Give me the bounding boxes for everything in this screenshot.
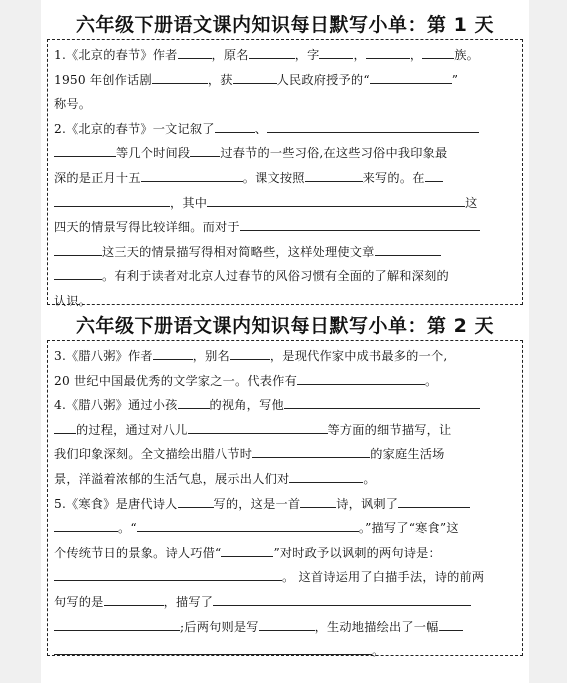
text-segment: 。有利于读者对北京人过春节的风俗习惯有全面的了解和深刻的 xyxy=(102,269,449,284)
text-segment: 深的是正月十五 xyxy=(54,170,141,185)
text-segment: 。“ xyxy=(118,521,137,536)
blank[interactable] xyxy=(425,169,443,182)
blank[interactable] xyxy=(137,519,359,532)
text-segment: 4.《腊八粥》通过小孩 xyxy=(54,398,178,413)
blank[interactable] xyxy=(252,445,370,458)
day1-line-8 xyxy=(54,215,516,240)
blank[interactable] xyxy=(422,46,454,59)
text-segment: 的过程，通过对八儿 xyxy=(76,422,188,437)
day1-title: 六年级下册语文课内知识每日默写小单：第 1 天 xyxy=(76,14,494,36)
day1-line-10 xyxy=(54,264,516,289)
day2-line-12 xyxy=(54,615,516,640)
blank[interactable] xyxy=(249,46,295,59)
day2-line-1 xyxy=(54,344,516,369)
blank[interactable] xyxy=(398,495,470,508)
blank[interactable] xyxy=(188,421,328,434)
day1-line-2 xyxy=(54,68,516,93)
text-segment: 诗，讽刺了 xyxy=(336,496,399,511)
day2-line-13 xyxy=(54,639,516,664)
day1-line-1 xyxy=(54,43,516,68)
text-segment: ，原名 xyxy=(211,48,249,62)
blank[interactable] xyxy=(305,169,363,182)
text-segment: 1950 年创作话剧 xyxy=(54,72,152,87)
day1-line-7 xyxy=(54,191,516,216)
text-segment: 。 这首诗运用了白描手法，诗的前两 xyxy=(282,570,485,585)
blank[interactable] xyxy=(152,71,208,84)
text-segment: 的视角，写他 xyxy=(209,398,284,413)
blank[interactable] xyxy=(54,194,170,207)
text-segment: 我们印象深刻。全文描绘出腊八节时 xyxy=(54,447,253,462)
blank[interactable] xyxy=(240,218,480,231)
blank[interactable] xyxy=(141,169,243,182)
text-segment: ， xyxy=(353,48,366,62)
text-segment: ，生动地描绘出了一幅 xyxy=(314,619,439,634)
text-segment: 个传统节日的景象。诗人巧借“ xyxy=(54,545,222,560)
text-segment: 的家庭生活场 xyxy=(370,447,445,462)
text-segment: ，别名 xyxy=(192,349,230,363)
text-segment: 3.《腊八粥》作者 xyxy=(54,349,153,363)
text-segment: 、 xyxy=(254,121,268,136)
day1-line-5 xyxy=(54,141,516,166)
blank[interactable] xyxy=(300,495,336,508)
text-segment: 。”描写了“寒食”这 xyxy=(358,521,459,536)
blank[interactable] xyxy=(54,243,102,256)
text-segment: ，获 xyxy=(207,72,233,87)
day1-line-4 xyxy=(54,117,516,142)
day2-line-9 xyxy=(54,541,516,566)
blank[interactable] xyxy=(370,71,452,84)
text-segment: ，是现代作家中成书最多的一个, xyxy=(269,349,448,363)
blank[interactable] xyxy=(153,347,193,360)
blank[interactable] xyxy=(190,144,220,157)
text-segment: ，描写了 xyxy=(163,594,214,609)
day1-line-9 xyxy=(54,240,516,265)
blank[interactable] xyxy=(178,396,210,409)
text-segment: 过春节的一些习俗,在这些习俗中我印象最 xyxy=(220,146,448,161)
blank[interactable] xyxy=(54,267,102,280)
text-segment: 等几个时间段 xyxy=(116,146,191,161)
day2-line-2 xyxy=(54,369,516,394)
blank[interactable] xyxy=(215,120,255,133)
blank[interactable] xyxy=(221,544,273,557)
text-segment: 四天的情景写得比较详细。而对于 xyxy=(54,220,240,235)
blank[interactable] xyxy=(319,46,353,59)
text-segment: ，字 xyxy=(294,48,320,62)
text-segment: 这三天的情景描写得相对简略些，这样处理使文章 xyxy=(102,244,375,259)
blank[interactable] xyxy=(178,46,212,59)
text-segment: 5.《寒食》是唐代诗人 xyxy=(54,496,178,511)
day1-line-6 xyxy=(54,166,516,191)
blank[interactable] xyxy=(178,495,214,508)
day1-line-11 xyxy=(54,289,516,314)
blank[interactable] xyxy=(54,642,372,655)
day2-line-6 xyxy=(54,467,516,492)
blank[interactable] xyxy=(213,593,471,606)
text-segment: 景，洋溢着浓郁的生活气息，展示出人们对 xyxy=(54,471,290,486)
worksheet-page xyxy=(41,0,529,683)
text-segment: ” xyxy=(451,72,459,87)
text-segment: 族。 xyxy=(454,48,480,62)
day2-line-3 xyxy=(54,393,516,418)
day1-questions-box xyxy=(47,39,523,308)
text-segment: ;后两句则是写 xyxy=(180,619,259,634)
text-segment: 等方面的细节描写，让 xyxy=(327,422,452,437)
blank[interactable] xyxy=(284,396,480,409)
text-segment: 这 xyxy=(465,195,478,210)
day2-line-11 xyxy=(54,590,516,615)
blank[interactable] xyxy=(375,243,441,256)
blank[interactable] xyxy=(54,568,282,581)
blank[interactable] xyxy=(207,194,465,207)
text-segment: 句写的是 xyxy=(54,594,104,609)
blank[interactable] xyxy=(54,144,116,157)
blank[interactable] xyxy=(289,470,363,483)
text-segment: 。 xyxy=(424,373,438,388)
blank[interactable] xyxy=(230,347,270,360)
day2-line-4 xyxy=(54,418,516,443)
blank[interactable] xyxy=(439,618,463,631)
day2-line-8 xyxy=(54,516,516,541)
blank[interactable] xyxy=(54,519,118,532)
day2-line-10 xyxy=(54,565,516,590)
blank[interactable] xyxy=(259,618,315,631)
text-segment: 认识。 xyxy=(54,293,92,308)
blank[interactable] xyxy=(297,372,425,385)
day2-title: 六年级下册语文课内知识每日默写小单：第 2 天 xyxy=(76,315,494,337)
text-segment: ， xyxy=(409,48,423,62)
text-segment: ，其中 xyxy=(170,195,208,210)
text-segment: 20 世纪中国最优秀的文学家之一。代表作有 xyxy=(54,373,297,388)
text-segment: 称号。 xyxy=(54,97,92,112)
text-segment: 。课文按照 xyxy=(242,170,305,185)
text-segment: 1.《北京的春节》作者 xyxy=(54,48,178,62)
blank[interactable] xyxy=(54,421,76,434)
text-segment: 人民政府授予的“ xyxy=(276,72,370,87)
blank[interactable] xyxy=(267,120,479,133)
blank[interactable] xyxy=(233,71,277,84)
day2-line-5 xyxy=(54,442,516,467)
text-segment: 。 xyxy=(363,471,376,486)
blank[interactable] xyxy=(366,46,410,59)
text-segment: 2.《北京的春节》一文记叙了 xyxy=(54,121,215,136)
day2-questions-box xyxy=(47,340,523,659)
day1-line-3 xyxy=(54,92,516,117)
blank[interactable] xyxy=(54,618,180,631)
text-segment: ”对时政予以讽刺的两句诗是： xyxy=(273,545,441,560)
blank[interactable] xyxy=(104,593,164,606)
text-segment: 。 xyxy=(372,644,385,659)
day2-line-7 xyxy=(54,492,516,517)
text-segment: 写的，这是一首 xyxy=(213,496,301,511)
text-segment: 来写的。在 xyxy=(362,170,425,185)
